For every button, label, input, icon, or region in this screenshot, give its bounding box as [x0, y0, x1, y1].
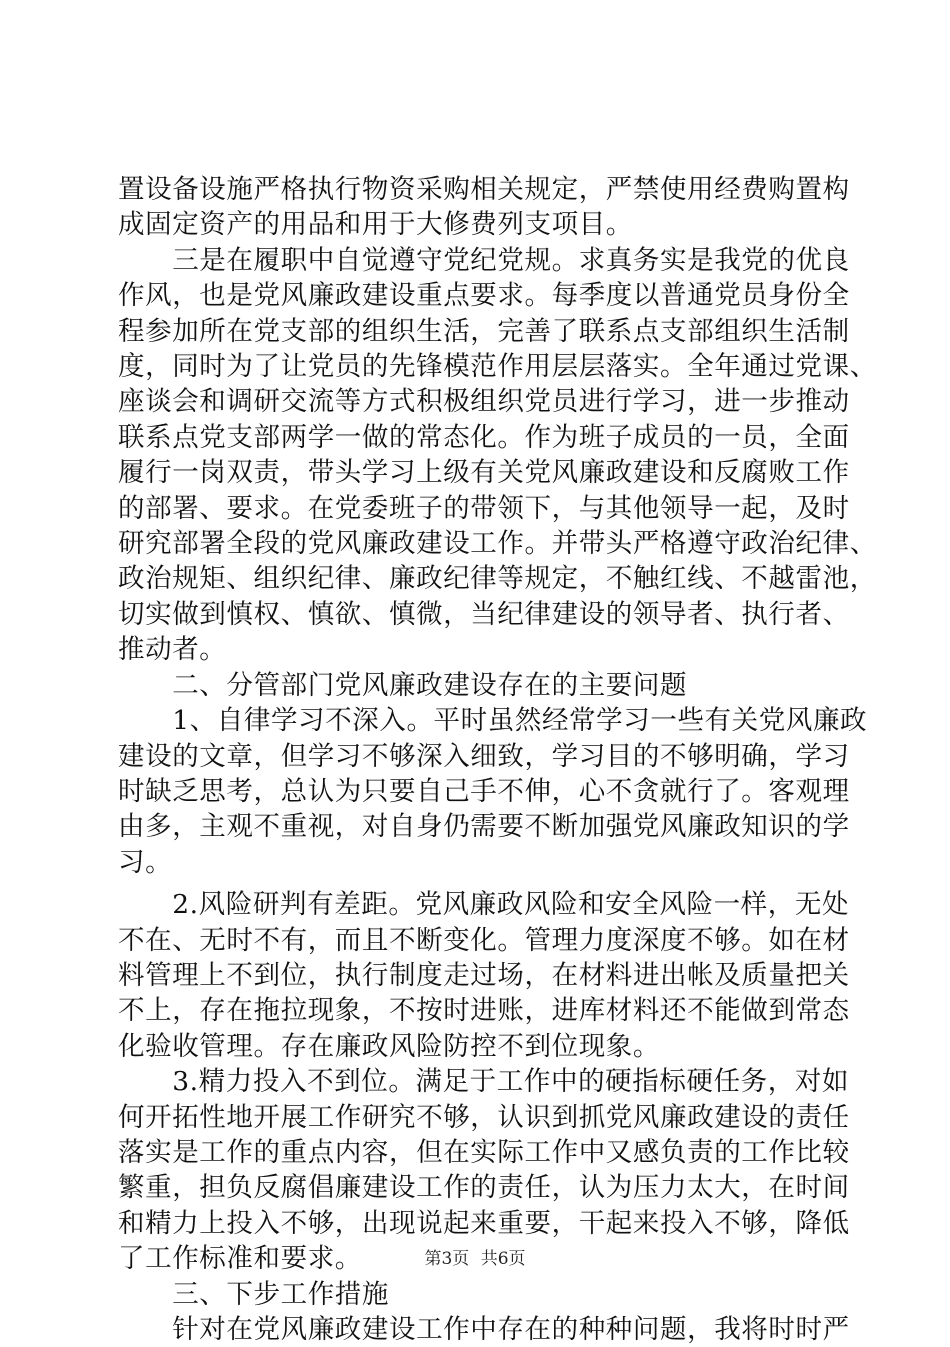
- text-line: 习。: [118, 846, 173, 878]
- section-heading: 二、分管部门党风廉政建设存在的主要问题: [118, 669, 688, 701]
- text-line: 座谈会和调研交流等方式积极组织党员进行学习，进一步推动: [118, 386, 850, 418]
- text-line: 和精力上投入不够，出现说起来重要，干起来投入不够，降低: [118, 1207, 850, 1239]
- text-line: 繁重，担负反腐倡廉建设工作的责任，认为压力太大，在时间: [118, 1172, 850, 1204]
- text-line: 化验收管理。存在廉政风险防控不到位现象。: [118, 1030, 660, 1062]
- text-line: 政治规矩、组织纪律、廉政纪律等规定，不触红线、不越雷池，: [118, 563, 877, 595]
- text-line: 1、自律学习不深入。平时虽然经常学习一些有关党风廉政: [118, 705, 868, 737]
- text-line: 何开拓性地开展工作研究不够，认识到抓党风廉政建设的责任: [118, 1101, 850, 1133]
- text-line: 料管理上不到位，执行制度走过场，在材料进出帐及质量把关: [118, 959, 850, 991]
- text-line: 成固定资产的用品和用于大修费列支项目。: [118, 209, 633, 241]
- text-line: 置设备设施严格执行物资采购相关规定，严禁使用经费购置构: [118, 174, 850, 205]
- text-line: 研究部署全段的党风廉政建设工作。并带头严格遵守政治纪律、: [118, 528, 877, 560]
- text-line: 度，同时为了让党员的先锋模范作用层层落实。全年通过党课、: [118, 351, 877, 383]
- text-line: 切实做到慎权、慎欲、慎微，当纪律建设的领导者、执行者、: [118, 598, 850, 630]
- body-text: [118, 172, 877, 1347]
- text-line: 的部署、要求。在党委班子的带领下，与其他领导一起，及时: [118, 492, 850, 524]
- text-line: 落实是工作的重点内容，但在实际工作中又感负责的工作比较: [118, 1136, 850, 1168]
- text-line: 不上，存在拖拉现象，不按时进账，进库材料还不能做到常态: [118, 995, 850, 1027]
- section-heading: 三、下步工作措施: [118, 1278, 389, 1310]
- text-line: 作风，也是党风廉政建设重点要求。每季度以普通党员身份全: [118, 280, 850, 312]
- text-line: 履行一岗双责，带头学习上级有关党风廉政建设和反腐败工作: [118, 457, 850, 489]
- text-line: 推动者。: [118, 634, 227, 666]
- text-line: 3.精力投入不到位。满足于工作中的硬指标硬任务，对如: [118, 1066, 850, 1098]
- text-line: 建设的文章，但学习不够深入细致，学习目的不够明确，学习: [118, 740, 850, 772]
- page-footer: [0, 1244, 950, 1269]
- page-number: 第3页: [424, 1249, 470, 1269]
- page-total: 共6页: [480, 1249, 526, 1269]
- text-line: 联系点党支部两学一做的常态化。作为班子成员的一员，全面: [118, 421, 850, 453]
- text-line: 程参加所在党支部的组织生活，完善了联系点支部组织生活制: [118, 315, 850, 347]
- text-line: 针对在党风廉政建设工作中存在的种种问题，我将时时严: [118, 1314, 850, 1345]
- text-line: 三是在履职中自觉遵守党纪党规。求真务实是我党的优良: [118, 244, 850, 276]
- text-line: 了工作标准和要求。: [118, 1243, 362, 1275]
- text-line: 时缺乏思考，总认为只要自己手不伸，心不贪就行了。客观理: [118, 775, 850, 807]
- text-line: 不在、无时不有，而且不断变化。管理力度深度不够。如在材: [118, 924, 850, 956]
- text-line: 2.风险研判有差距。党风廉政风险和安全风险一样，无处: [118, 889, 850, 921]
- text-line: 由多，主观不重视，对自身仍需要不断加强党风廉政知识的学: [118, 811, 850, 843]
